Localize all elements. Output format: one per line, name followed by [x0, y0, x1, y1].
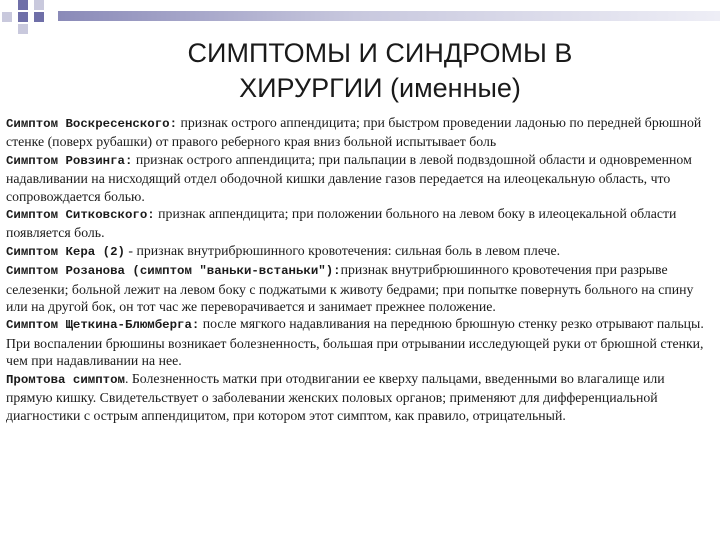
decorative-square	[34, 12, 44, 22]
symptom-name: Симптом Ровзинга:	[6, 153, 133, 168]
symptom-entry	[6, 315, 706, 369]
symptom-description: после мягкого надавливания на переднюю брюшную стенку резко отрывают пальцы. При воспалении брюшины возникает болезненность, большая при отрывании исследующей руки от брюшной стенки, чем при надавливании на нее.	[6, 316, 704, 369]
symptom-description: признак внутрибрюшинного кровотечения при разрыве селезенки; больной лежит на левом боку с поджатыми к животу бедрами; при попытке повернуть больного на спину или на другой бок, он тот час же переворачивается и занимает прежнее положение.	[6, 262, 694, 315]
decorative-square	[18, 0, 28, 10]
symptom-description: признак острого аппендицита; при пальпации в левой подвздошной области и одновременном надавливании на нисходящий отдел ободочной кишки давление газов передается на илеоцекальную область, что сопровождается болью.	[6, 151, 692, 204]
symptom-description: признак аппендицита; при положении больного на левом боку в илеоцекальной области появляется боль.	[6, 206, 677, 241]
symptom-name: Симптом Розанова (симптом "ваньки-встаньки"):	[6, 264, 341, 279]
symptom-name: Симптом Ситковского:	[6, 208, 155, 223]
symptom-entry	[6, 370, 706, 424]
symptom-name: Промтова симптом	[6, 372, 125, 387]
decorative-header-bar	[58, 11, 720, 21]
decorative-square	[18, 12, 28, 22]
symptom-entry	[6, 151, 706, 205]
symptom-entry	[6, 261, 706, 315]
symptom-name: Симптом Воскресенского:	[6, 117, 178, 131]
symptom-description: - признак внутрибрюшинного кровотечения: сильная боль в левом плече.	[124, 242, 561, 258]
symptom-description: признак острого аппендицита; при быстром проведении ладонью по передней брюшной стенке (поверх рубашки) от правого реберного края вниз больной испытывает боль	[6, 115, 702, 150]
symptom-name: Симптом Щеткина-Блюмберга:	[6, 318, 200, 333]
symptom-entry	[6, 114, 706, 151]
symptoms-list	[6, 114, 706, 424]
page-title-line-1: СИМПТОМЫ И СИНДРОМЫ В	[187, 38, 573, 68]
symptom-description: . Болезненность матки при отодвигании ее кверху пальцами, введенными во влагалище или прямую кишку. Свидетельствует о заболевании женских половых органов; применяют для дифференциальной диагностики с острым аппендицитом, при котором этот симптом, как правило, отрицательный.	[6, 370, 665, 423]
decorative-square	[18, 24, 28, 34]
page-title	[40, 36, 720, 106]
symptom-entry	[6, 205, 706, 242]
decorative-square	[2, 12, 12, 22]
page-title-line-2: ХИРУРГИИ (именные)	[239, 73, 521, 103]
symptom-name: Симптом Кера (2)	[6, 244, 125, 259]
symptom-entry	[6, 242, 706, 261]
decorative-square	[34, 0, 44, 10]
decorative-squares	[0, 0, 60, 40]
